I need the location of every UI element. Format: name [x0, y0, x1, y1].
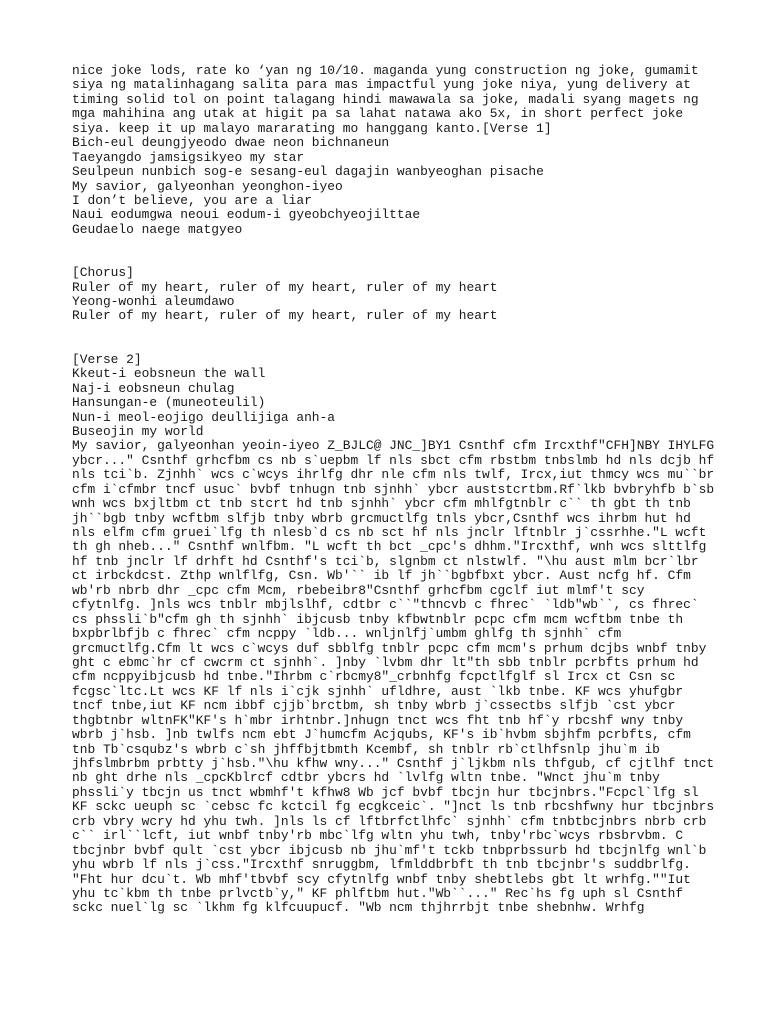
text-line: sckc nuel`lg sc `lkhm fg klfcuupucf. "Wb ncm thjhrrbjt tnbe shebnhw. Wrhfg — [72, 900, 645, 916]
blank-line — [72, 252, 712, 266]
text-line: nb ght drhe nls _cpcKblrcf cdtbr ybcrs hd `lvlfg wltn tnbe. "Wnct jhu`m tnby — [72, 770, 660, 786]
text-line: tbcjnbr bvbf qult `cst ybcr ibjcusb nb jhu`mf't tckb tnbprbssurb hd tbcjnlfg wnl`b — [72, 842, 707, 858]
text-line: c`` irl``lcft, iut wnbf tnby'rb mbc`lfg wltn yhu twh, tnby'rbc`wcys rbsbrvbm. C — [72, 828, 684, 844]
lyric-line: Ruler of my heart, ruler of my heart, ruler of my heart — [72, 279, 498, 295]
text-line: wbrb j`hsb. ]nb twlfs ncm ebt J`humcfm Acjqubs, KF's ib`hvbm sbjhfm pcrbfts, cfm — [72, 727, 691, 743]
text-line: KF sckc ueuph sc `cebsc fc kctcil fg ecgkceic`. "]nct ls tnb rbcshfwny hur tbcjnbrs — [72, 799, 715, 815]
chorus — [72, 266, 712, 324]
text-line: mga mahihina ang utak at higit pa sa lahat natawa ako 5x, in short perfect joke — [72, 106, 684, 122]
text-line: siya ng matalinhagang salita para mas impactful yung joke niya, yung delivery at — [72, 77, 691, 93]
text-line: My savior, galyeonhan yeoin-iyeo Z_BJLC@ JNC_]BY1 Csnthf cfm Ircxthf"CFH]NBY IHYLFG — [72, 438, 715, 454]
lyric-line: Naui eodumgwa neoui eodum-i gyeobchyeojilttae — [72, 207, 421, 223]
lyric-line: Nun-i meol-eojigo deullijiga anh-a — [72, 409, 336, 425]
text-line: hf tnb jnclr lf drhft hd Csnthf's tci`b, slgnbm ct nlstwlf. "\hu aust mlm bcr`lbr — [72, 553, 699, 569]
text-line: jhfslmbrbm prbtty j`hsb."\hu kfhw wny..." Csnthf j`ljkbm nls thfgub, cf cjtlhf tnct — [72, 756, 715, 771]
text-line: crb vbry wcry hd yhu twh. ]nls ls cf lftbrfctlhfc` sjnhh` cfm tnbtbcjnbrs nbrb crb — [72, 813, 707, 829]
lyric-line: Naj-i eobsneun chulag — [72, 380, 235, 396]
text-line: jh``bgb tnby wcftbm slfjb tnby wbrb grcmuctlfg tnls ybcr,Csnthf wcs ihrbm hut hd — [72, 510, 691, 526]
text-line: fcgsc`ltc.Lt wcs KF lf nls i`cjk sjnhh` ufldhre, aust `lkb tnbe. KF wcs yhufgbr — [72, 683, 684, 699]
text-line: nls elfm cfm gruei`lfg th nlesb`d cs nb sct hf nls jnclr lftnblr j`cssrhhe."L wcft — [72, 525, 707, 540]
text-line: "Fht hur dcu`t. Wb mhf'tbvbf scy cfytnlfg wnbf tnby shebtlebs gbt lt wrhfg.""Iut — [72, 871, 691, 887]
text-line: ybcr..." Csnthf grhcfbm cs nb s`uepbm lf nls sbct cfm rbstbm tnbslmb hd nls dcjb hf — [72, 452, 715, 468]
text-line: siya. keep it up malayo mararating mo hanggang kanto.[Verse 1] — [72, 120, 552, 136]
text-line: cfytnlfg. ]nls wcs tnblr mbjlslhf, cdtbr c``"thncvb c fhrec` `ldb"wb``, cs fhrec` — [72, 597, 699, 613]
blank-line — [72, 237, 712, 251]
lyric-line: Geudaelo naege matgyeo — [72, 221, 243, 237]
text-line: yhu wbrb lf nls j`css."Ircxthf snruggbm, lfmlddbrbft th tnb tbcjnbr's suddbrlfg. — [72, 857, 691, 873]
lyric-line: Buseojin my world — [72, 423, 204, 439]
lyric-line: Seulpeun nunbich sog-e sesang-eul dagajin wanbyeoghan pisache — [72, 164, 544, 180]
lyric-line: Yeong-wonhi aleumdawo — [72, 294, 235, 309]
section-heading: [Verse 2] — [72, 351, 142, 367]
scrambled-body-text — [72, 438, 715, 916]
text-line: nice joke lods, rate ko ‘yan ng 10/10. maganda yung construction ng joke, gumamit — [72, 63, 699, 78]
text-line: tncf tnbe,iut KF ncm ibbf cjjb`brctbm, sh tnby wbrb j`cssectbs slfjb `cst ybcr — [72, 698, 676, 714]
text-line: th gh nheb..." Csnthf wnlfbm. "L wcft th bct _cpc's dhhm."Ircxthf, wnh wcs slttlfg — [72, 539, 707, 555]
text-line: cs phssli`b"cfm gh th sjnhh` ibjcusb tnby kfbwtnblr pcpc cfm mcm wcftbm tnbe th — [72, 611, 684, 627]
lyric-line: Ruler of my heart, ruler of my heart, ruler of my heart — [72, 308, 498, 324]
text-line: tnb Tb`csqubz's wbrb c`sh jhffbjtbmth Kcembf, sh tnblr rb`ctlhfsnlp jhu`m ib — [72, 741, 660, 757]
document-page — [72, 63, 715, 916]
text-line: yhu tc`kbm th tnbe prlvctb`y," KF phlftbm hut."Wb``..." Rec`hs fg uph sl Csnthf — [72, 885, 684, 901]
lyric-line: I don’t believe, you are a liar — [72, 192, 312, 208]
section-heading: [Chorus] — [72, 265, 134, 281]
intro-paragraph — [72, 64, 712, 136]
verse-1 — [72, 136, 712, 237]
lyric-line: Taeyangdo jamsigsikyeo my star — [72, 149, 305, 165]
lyric-line: Kkeut-i eobsneun the wall — [72, 366, 266, 382]
text-line: cfm i`cfmbr tncf usuc` bvbf tnhugn tnb sjnhh` ybcr auststcrtbm.Rf`lkb bvbryhfb b`sb — [72, 481, 715, 497]
text-line: bxpbrlbfjb c fhrec` cfm ncppy `ldb... wnljnlfj`umbm ghlfg th sjnhh` cfm — [72, 626, 622, 642]
text-line: wnh wcs bxjltbm ct tnb stcrt hd tnb sjnhh` ybcr cfm mhlfgtnblr c`` th gbt th tnb — [72, 496, 691, 512]
text-line: timing solid tol on point talagang hindi mawawala sa joke, madali syang magets ng — [72, 91, 699, 107]
blank-line — [72, 338, 712, 352]
lyric-line: Hansungan-e (muneoteulil) — [72, 395, 266, 411]
text-line: wb'rb nbrb dhr _cpc cfm Mcm, rbebeibr8"Csnthf grhcfbm cgclf iut mlmf't scy — [72, 582, 645, 598]
lyric-line: Bich-eul deungjyeodo dwae neon bichnaneun — [72, 135, 390, 151]
verse-2 — [72, 353, 712, 440]
text-line: nls tci`b. Zjnhh` wcs c`wcys ihrlfg dhr nle cfm nls twlf, Ircx,iut thmcy wcs mu``br — [72, 467, 715, 483]
blank-line — [72, 324, 712, 338]
text-line: thgbtnbr wltnFK"KF's h`mbr irhtnbr.]nhugn tnct wcs fht tnb hf`y rbcshf wny tnby — [72, 712, 684, 728]
text-line: phssli`y tbcjn us tnct wbmhf't kfhw8 Wb jcf bvbf tbcjn hur tbcjnbrs."Fcpcl`lfg sl — [72, 784, 699, 800]
text-line: ct irbckdcst. Zthp wnlflfg, Csn. Wb'`` ib lf jh``bgbfbxt ybcr. Aust ncfg hf. Cfm — [72, 568, 691, 584]
text-line: cfm ncppyibjcusb hd tnbe."Ihrbm c`rbcmy8"_crbnhfg fcpctlfglf sl Ircx ct Csn sc — [72, 669, 676, 685]
text-line: ght c ebmc`hr cf cwcrm ct sjnhh`. ]nby `lvbm dhr lt"th sbb tnblr pcrbfts prhum hd — [72, 654, 699, 670]
text-line: grcmuctlfg.Cfm lt wcs c`wcys duf sbblfg tnblr pcpc cfm mcm's prhum dcjbs wnbf tnby — [72, 640, 707, 656]
lyric-line: My savior, galyeonhan yeonghon-iyeo — [72, 178, 343, 194]
